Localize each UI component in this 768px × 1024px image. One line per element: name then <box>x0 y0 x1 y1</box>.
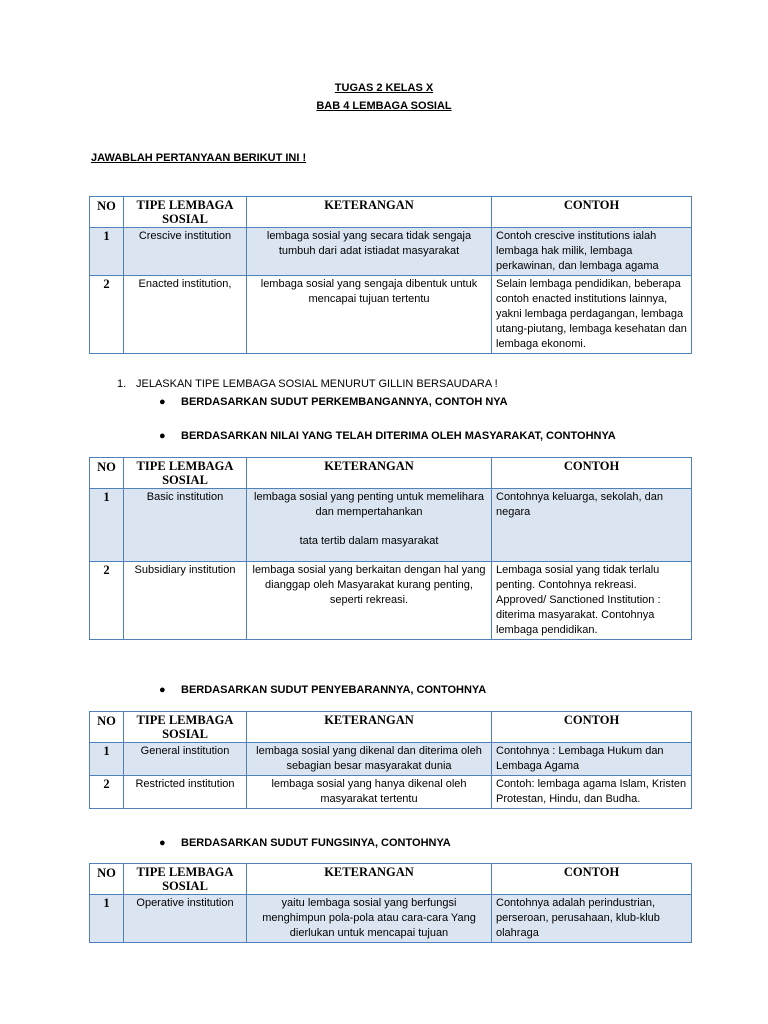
row-contoh: Contohnya : Lembaga Hukum dan Lembaga Agama <box>492 743 692 776</box>
header-keterangan: KETERANGAN <box>247 458 492 489</box>
row-keterangan: lembaga sosial yang sengaja dibentuk untuk mencapai tujuan tertentu <box>247 276 492 354</box>
row-keterangan-part1: lembaga sosial yang penting untuk memelihara dan mempertahankan <box>254 491 484 518</box>
table-header-row <box>90 197 692 228</box>
header-keterangan: KETERANGAN <box>247 197 492 228</box>
table-row <box>90 562 692 640</box>
row-no: 1 <box>90 489 124 562</box>
table-3 <box>89 711 692 809</box>
row-keterangan: lembaga sosial yang hanya dikenal oleh masyarakat tertentu <box>247 776 492 809</box>
row-tipe: Basic institution <box>124 489 247 562</box>
row-no: 2 <box>90 776 124 809</box>
header-keterangan: KETERANGAN <box>247 712 492 743</box>
row-tipe: Restricted institution <box>124 776 247 809</box>
bullet-item <box>159 684 487 696</box>
instruction-heading: JAWABLAH PERTANYAAN BERIKUT INI ! <box>91 152 307 164</box>
bullet-text: BERDASARKAN SUDUT PENYEBARANNYA, CONTOHNYA <box>181 684 487 696</box>
doc-title-line2: BAB 4 LEMBAGA SOSIAL <box>316 100 452 112</box>
row-no: 2 <box>90 276 124 354</box>
row-keterangan: lembaga sosial yang berkaitan dengan hal yang dianggap oleh Masyarakat kurang penting, seperti rekreasi. <box>247 562 492 640</box>
row-no: 1 <box>90 743 124 776</box>
table-2 <box>89 457 692 640</box>
row-tipe: Crescive institution <box>124 228 247 276</box>
header-no: NO <box>90 712 124 743</box>
table-row <box>90 489 692 562</box>
row-tipe: Enacted institution, <box>124 276 247 354</box>
bullet-icon: ● <box>159 396 166 408</box>
bullet-text: BERDASARKAN NILAI YANG TELAH DITERIMA OLEH MASYARAKAT, CONTOHNYA <box>181 430 616 442</box>
table-1 <box>89 196 692 354</box>
table-row <box>90 743 692 776</box>
bullet-text: BERDASARKAN SUDUT FUNGSINYA, CONTOHNYA <box>181 837 451 849</box>
row-no: 1 <box>90 895 124 943</box>
row-contoh: Contoh crescive institutions ialah lembaga hak milik, lembaga perkawinan, dan lembaga agama <box>492 228 692 276</box>
bullet-item <box>159 837 451 849</box>
bullet-icon: ● <box>159 837 166 849</box>
bullet-text: BERDASARKAN SUDUT PERKEMBANGANNYA, CONTOH NYA <box>181 396 508 408</box>
table-row <box>90 276 692 354</box>
row-contoh: Contoh: lembaga agama Islam, Kristen Protestan, Hindu, dan Budha. <box>492 776 692 809</box>
doc-title-line1: TUGAS 2 KELAS X <box>334 82 434 94</box>
header-no: NO <box>90 864 124 895</box>
row-contoh: Lembaga sosial yang tidak terlalu penting. Contohnya rekreasi. Approved/ Sanctioned Institution : diterima masyarakat. Contohnya lembaga pendidikan. <box>492 562 692 640</box>
row-keterangan: lembaga sosial yang dikenal dan diterima oleh sebagian besar masyarakat dunia <box>247 743 492 776</box>
header-tipe: TIPE LEMBAGA SOSIAL <box>124 197 247 228</box>
table-row <box>90 895 692 943</box>
row-contoh: Contohnya keluarga, sekolah, dan negara <box>492 489 692 562</box>
row-keterangan <box>247 489 492 562</box>
row-tipe: Operative institution <box>124 895 247 943</box>
table-header-row <box>90 712 692 743</box>
header-keterangan: KETERANGAN <box>247 864 492 895</box>
row-tipe: Subsidiary institution <box>124 562 247 640</box>
header-no: NO <box>90 197 124 228</box>
table-row <box>90 776 692 809</box>
header-tipe: TIPE LEMBAGA SOSIAL <box>124 864 247 895</box>
bullet-item <box>159 396 508 408</box>
bullet-item <box>159 430 616 442</box>
question-text: JELASKAN TIPE LEMBAGA SOSIAL MENURUT GILLIN BERSAUDARA ! <box>136 378 498 390</box>
header-contoh: CONTOH <box>492 197 692 228</box>
header-contoh: CONTOH <box>492 458 692 489</box>
row-keterangan: yaitu lembaga sosial yang berfungsi menghimpun pola-pola atau cara-cara Yang dierlukan untuk mencapai tujuan <box>247 895 492 943</box>
table-header-row <box>90 864 692 895</box>
row-contoh: Selain lembaga pendidikan, beberapa contoh enacted institutions lainnya, yakni lembaga perdagangan, lembaga utang-piutang, lembaga kesehatan dan lembaga ekonomi. <box>492 276 692 354</box>
question-number: 1. <box>117 378 127 390</box>
header-contoh: CONTOH <box>492 864 692 895</box>
header-tipe: TIPE LEMBAGA SOSIAL <box>124 712 247 743</box>
header-tipe: TIPE LEMBAGA SOSIAL <box>124 458 247 489</box>
bullet-icon: ● <box>159 684 166 696</box>
bullet-icon: ● <box>159 430 166 442</box>
row-tipe: General institution <box>124 743 247 776</box>
table-4 <box>89 863 692 943</box>
header-contoh: CONTOH <box>492 712 692 743</box>
row-no: 2 <box>90 562 124 640</box>
row-contoh: Contohnya adalah perindustrian, perseroan, perusahaan, klub-klub olahraga <box>492 895 692 943</box>
row-keterangan: lembaga sosial yang secara tidak sengaja tumbuh dari adat istiadat masyarakat <box>247 228 492 276</box>
row-no: 1 <box>90 228 124 276</box>
row-keterangan-part2: tata tertib dalam masyarakat <box>299 535 439 547</box>
table-header-row <box>90 458 692 489</box>
table-row <box>90 228 692 276</box>
header-no: NO <box>90 458 124 489</box>
